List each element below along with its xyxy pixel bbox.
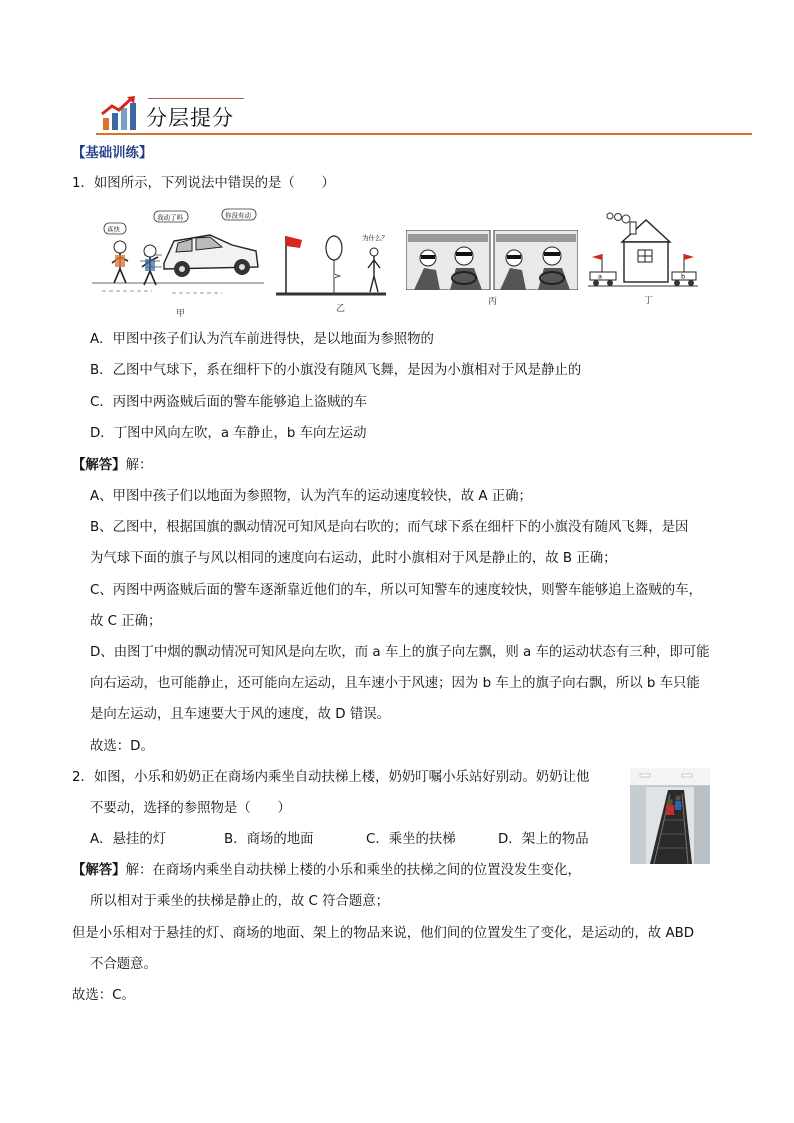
bubble-zhenkuai: 真快 [107,225,120,234]
escalator-photo [630,768,710,864]
figure-bing [406,230,578,290]
q1-analysis-line: D、由图丁中烟的飘动情况可知风是向左吹，而 a 车上的旗子向左飘，则 a 车的运动状态有三种，即可能 [90,645,710,660]
q1-analysis-line: 是向左运动，且车速要大于风的速度，故 D 错误。 [90,707,391,722]
figure-label-ding: 丁 [644,296,654,306]
q2-analysis-line: 但是小乐相对于悬挂的灯、商场的地面、架上的物品来说，他们间的位置发生了变化，是运动的，故 ABD [72,926,695,941]
q1-analysis-line: 为气球下面的旗子与风以相同的速度向右运动，此时小旗相对于风是静止的，故 B 正确； [90,551,617,566]
q1-option-d: D．丁图中风向左吹，a 车静止，b 车向左运动 [90,426,367,441]
figure-yi [276,232,396,298]
section-label: 【基础训练】 [72,146,153,161]
q2-option-b: B．商场的地面 [224,832,314,847]
q2-analysis-line: 不合题意。 [90,957,157,972]
q1-option-c: C．丙图中两盗贼后面的警车能够追上盗贼的车 [90,395,368,410]
q2-analysis-line: 所以相对于乘坐的扶梯是静止的，故 C 符合题意； [90,894,390,909]
q2-option-d: D．架上的物品 [498,832,589,847]
section-header [96,92,752,136]
figure-ding [588,208,698,290]
q1-stem: 1．如图所示，下列说法中错误的是（ ） [72,176,335,191]
q1-answer-tag: 【解答】 [72,458,126,473]
q1-analysis-line: A、甲图中孩子们以地面为参照物，认为汽车的运动速度较快，故 A 正确； [90,489,532,504]
cart-a-label: a [598,272,602,281]
q1-answer-intro: 解： [125,458,153,473]
q1-analysis-line: C、丙图中两盗贼后面的警车逐渐靠近他们的车，所以可知警车的速度较快，则警车能够追上盗贼的车， [90,583,702,598]
bubble-nimeiyoudong: 你没有动 [225,211,251,220]
q1-answer-heading [72,457,152,475]
q2-option-c: C．乘坐的扶梯 [366,832,456,847]
q2-analysis-line: 解：在商场内乘坐自动扶梯上楼的小乐和乘坐的扶梯之间的位置没发生变化， [125,863,581,878]
cart-b-label: b [681,272,686,281]
q1-option-a: A．甲图中孩子们认为汽车前进得快，是以地面为参照物的 [90,332,434,347]
header-divider [96,133,752,135]
bubble-weishenme: 为什么？ [362,234,388,242]
q2-stem-line: 不要动，选择的参照物是（ ） [90,801,291,816]
figure-label-yi: 乙 [336,304,346,314]
bubble-wodongle: 我动了吗 [157,213,183,222]
bar-chart-arrow-icon [100,94,138,132]
q2-stem-line: 2．如图，小乐和奶奶正在商场内乘坐自动扶梯上楼，奶奶叮嘱小乐站好别动。奶奶让他 [72,770,590,785]
q2-option-a: A．悬挂的灯 [90,832,167,847]
q2-answer-first-line [72,862,581,880]
q1-choice: 故选：D。 [90,739,154,754]
figure-label-jia: 甲 [176,309,186,319]
q1-analysis-line: B、乙图中，根据国旗的飘动情况可知风是向右吹的；而气球下系在细杆下的小旗没有随风飞舞，是因 [90,520,689,535]
q1-analysis-line: 故 C 正确； [90,614,162,629]
figure-jia [92,205,264,305]
q1-analysis-line: 向右运动，也可能静止，还可能向左运动，且车速小于风速；因为 b 车上的旗子向右飘，所以 b 车只能 [90,676,700,691]
figure-label-bing: 丙 [488,297,498,307]
q2-answer-tag: 【解答】 [72,863,126,878]
page-title: 分层提分 [146,106,234,130]
q1-option-b: B．乙图中气球下，系在细杆下的小旗没有随风飞舞，是因为小旗相对于风是静止的 [90,363,582,378]
title-top-rule [148,98,244,99]
q2-choice: 故选：C。 [72,988,135,1003]
